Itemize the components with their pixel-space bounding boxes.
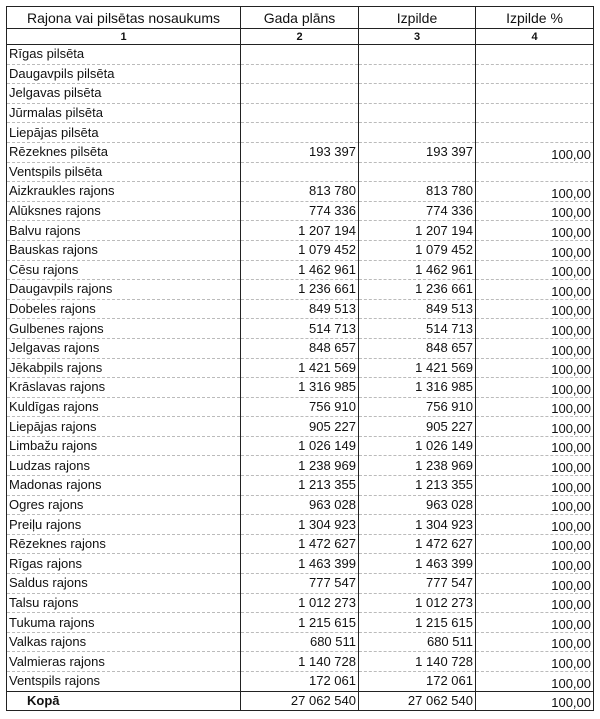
execution-percent — [476, 84, 594, 104]
header-execution: Izpilde — [359, 7, 476, 29]
plan-value: 1 236 661 — [241, 280, 359, 300]
execution-percent: 100,00 — [476, 338, 594, 358]
execution-percent: 100,00 — [476, 240, 594, 260]
plan-value: 1 316 985 — [241, 378, 359, 398]
execution-percent: 100,00 — [476, 221, 594, 241]
execution-value: 963 028 — [359, 495, 476, 515]
table-row — [7, 417, 594, 437]
region-name: Saldus rajons — [7, 574, 241, 594]
header-execution-percent: Izpilde % — [476, 7, 594, 29]
plan-value: 777 547 — [241, 574, 359, 594]
plan-value: 1 026 149 — [241, 436, 359, 456]
execution-percent: 100,00 — [476, 652, 594, 672]
execution-percent: 100,00 — [476, 554, 594, 574]
table-row — [7, 319, 594, 339]
region-name: Limbažu rajons — [7, 436, 241, 456]
execution-value: 193 397 — [359, 142, 476, 162]
execution-percent: 100,00 — [476, 672, 594, 692]
execution-value: 905 227 — [359, 417, 476, 437]
execution-value: 1 462 961 — [359, 260, 476, 280]
plan-value: 1 213 355 — [241, 476, 359, 496]
plan-value: 905 227 — [241, 417, 359, 437]
plan-value: 774 336 — [241, 201, 359, 221]
execution-percent — [476, 64, 594, 84]
region-name: Jūrmalas pilsēta — [7, 103, 241, 123]
header-name: Rajona vai pilsētas nosaukums — [7, 7, 241, 29]
execution-percent: 100,00 — [476, 632, 594, 652]
table-row — [7, 45, 594, 65]
execution-percent: 100,00 — [476, 319, 594, 339]
execution-value: 1 236 661 — [359, 280, 476, 300]
plan-value: 1 463 399 — [241, 554, 359, 574]
execution-percent: 100,00 — [476, 378, 594, 398]
column-number-row — [7, 29, 594, 45]
region-name: Talsu rajons — [7, 593, 241, 613]
execution-value: 756 910 — [359, 397, 476, 417]
execution-value: 1 207 194 — [359, 221, 476, 241]
table-row — [7, 397, 594, 417]
execution-value: 1 213 355 — [359, 476, 476, 496]
plan-value: 1 462 961 — [241, 260, 359, 280]
execution-percent: 100,00 — [476, 456, 594, 476]
plan-value: 1 012 273 — [241, 593, 359, 613]
region-name: Daugavpils pilsēta — [7, 64, 241, 84]
execution-percent: 100,00 — [476, 436, 594, 456]
plan-value: 1 238 969 — [241, 456, 359, 476]
execution-value — [359, 84, 476, 104]
region-name: Liepājas pilsēta — [7, 123, 241, 143]
execution-percent: 100,00 — [476, 280, 594, 300]
table-row — [7, 221, 594, 241]
execution-percent: 100,00 — [476, 182, 594, 202]
region-name: Preiļu rajons — [7, 515, 241, 535]
execution-percent: 100,00 — [476, 534, 594, 554]
plan-value: 848 657 — [241, 338, 359, 358]
table-row — [7, 476, 594, 496]
region-name: Bauskas rajons — [7, 240, 241, 260]
execution-percent: 100,00 — [476, 299, 594, 319]
region-name: Rēzeknes pilsēta — [7, 142, 241, 162]
table-row — [7, 358, 594, 378]
plan-value: 172 061 — [241, 672, 359, 692]
execution-value: 1 316 985 — [359, 378, 476, 398]
plan-value: 1 304 923 — [241, 515, 359, 535]
execution-percent: 100,00 — [476, 593, 594, 613]
execution-value: 514 713 — [359, 319, 476, 339]
table-row — [7, 632, 594, 652]
region-name: Jelgavas pilsēta — [7, 84, 241, 104]
region-name: Jēkabpils rajons — [7, 358, 241, 378]
region-name: Ventspils pilsēta — [7, 162, 241, 182]
plan-value: 849 513 — [241, 299, 359, 319]
execution-percent — [476, 45, 594, 65]
plan-value: 1 472 627 — [241, 534, 359, 554]
plan-value: 1 215 615 — [241, 613, 359, 633]
table-row — [7, 515, 594, 535]
execution-percent: 100,00 — [476, 574, 594, 594]
table-row — [7, 240, 594, 260]
column-number: 1 — [7, 29, 241, 45]
table-row — [7, 260, 594, 280]
execution-percent: 100,00 — [476, 260, 594, 280]
table-row — [7, 613, 594, 633]
plan-value: 1 421 569 — [241, 358, 359, 378]
table-row — [7, 534, 594, 554]
execution-percent: 100,00 — [476, 495, 594, 515]
execution-value: 813 780 — [359, 182, 476, 202]
plan-value — [241, 103, 359, 123]
region-name: Aizkraukles rajons — [7, 182, 241, 202]
table-row — [7, 495, 594, 515]
table-row — [7, 201, 594, 221]
plan-value: 963 028 — [241, 495, 359, 515]
execution-value: 1 026 149 — [359, 436, 476, 456]
execution-value: 1 140 728 — [359, 652, 476, 672]
table-row — [7, 456, 594, 476]
plan-value: 813 780 — [241, 182, 359, 202]
execution-value — [359, 123, 476, 143]
region-name: Cēsu rajons — [7, 260, 241, 280]
execution-percent — [476, 103, 594, 123]
execution-percent: 100,00 — [476, 142, 594, 162]
table-row — [7, 142, 594, 162]
table-row — [7, 162, 594, 182]
plan-value — [241, 64, 359, 84]
region-name: Kuldīgas rajons — [7, 397, 241, 417]
region-name: Rīgas rajons — [7, 554, 241, 574]
table-row — [7, 593, 594, 613]
execution-value: 172 061 — [359, 672, 476, 692]
execution-value: 774 336 — [359, 201, 476, 221]
region-name: Rēzeknes rajons — [7, 534, 241, 554]
plan-value: 27 062 540 — [241, 691, 359, 711]
execution-value: 777 547 — [359, 574, 476, 594]
header-row — [7, 7, 594, 29]
table-row — [7, 299, 594, 319]
plan-value — [241, 123, 359, 143]
execution-value: 848 657 — [359, 338, 476, 358]
plan-value: 1 140 728 — [241, 652, 359, 672]
table-row — [7, 554, 594, 574]
plan-value — [241, 84, 359, 104]
execution-value: 27 062 540 — [359, 691, 476, 711]
region-name: Ogres rajons — [7, 495, 241, 515]
execution-value: 680 511 — [359, 632, 476, 652]
execution-percent: 100,00 — [476, 358, 594, 378]
plan-value: 680 511 — [241, 632, 359, 652]
table-row — [7, 280, 594, 300]
execution-value: 1 215 615 — [359, 613, 476, 633]
region-name: Daugavpils rajons — [7, 280, 241, 300]
region-name: Gulbenes rajons — [7, 319, 241, 339]
execution-value — [359, 162, 476, 182]
region-name: Kopā — [7, 691, 241, 711]
region-name: Tukuma rajons — [7, 613, 241, 633]
execution-percent: 100,00 — [476, 476, 594, 496]
region-name: Valmieras rajons — [7, 652, 241, 672]
plan-value — [241, 45, 359, 65]
plan-value — [241, 162, 359, 182]
table-row — [7, 436, 594, 456]
execution-percent: 100,00 — [476, 691, 594, 711]
execution-value: 1 463 399 — [359, 554, 476, 574]
region-name: Ludzas rajons — [7, 456, 241, 476]
region-name: Balvu rajons — [7, 221, 241, 241]
execution-percent: 100,00 — [476, 201, 594, 221]
execution-value: 849 513 — [359, 299, 476, 319]
table-row — [7, 64, 594, 84]
plan-value: 514 713 — [241, 319, 359, 339]
execution-value: 1 421 569 — [359, 358, 476, 378]
header-plan: Gada plāns — [241, 7, 359, 29]
total-row — [7, 691, 594, 711]
region-name: Krāslavas rajons — [7, 378, 241, 398]
region-name: Dobeles rajons — [7, 299, 241, 319]
execution-value: 1 079 452 — [359, 240, 476, 260]
column-number: 4 — [476, 29, 594, 45]
table-row — [7, 103, 594, 123]
execution-value — [359, 45, 476, 65]
execution-value: 1 304 923 — [359, 515, 476, 535]
execution-percent: 100,00 — [476, 397, 594, 417]
table-row — [7, 338, 594, 358]
execution-percent — [476, 162, 594, 182]
execution-percent: 100,00 — [476, 515, 594, 535]
table-row — [7, 574, 594, 594]
plan-value: 1 207 194 — [241, 221, 359, 241]
region-name: Jelgavas rajons — [7, 338, 241, 358]
execution-percent: 100,00 — [476, 417, 594, 437]
execution-value: 1 472 627 — [359, 534, 476, 554]
region-name: Valkas rajons — [7, 632, 241, 652]
region-name: Liepājas rajons — [7, 417, 241, 437]
region-name: Ventspils rajons — [7, 672, 241, 692]
execution-value: 1 238 969 — [359, 456, 476, 476]
region-name: Alūksnes rajons — [7, 201, 241, 221]
execution-value — [359, 64, 476, 84]
region-name: Madonas rajons — [7, 476, 241, 496]
plan-value: 756 910 — [241, 397, 359, 417]
region-name: Rīgas pilsēta — [7, 45, 241, 65]
table-row — [7, 378, 594, 398]
plan-value: 1 079 452 — [241, 240, 359, 260]
table-row — [7, 652, 594, 672]
table-row — [7, 123, 594, 143]
execution-value: 1 012 273 — [359, 593, 476, 613]
table-row — [7, 672, 594, 692]
table-row — [7, 182, 594, 202]
column-number: 3 — [359, 29, 476, 45]
column-number: 2 — [241, 29, 359, 45]
execution-percent: 100,00 — [476, 613, 594, 633]
execution-percent — [476, 123, 594, 143]
table-row — [7, 84, 594, 104]
execution-value — [359, 103, 476, 123]
budget-execution-table — [6, 6, 594, 711]
plan-value: 193 397 — [241, 142, 359, 162]
